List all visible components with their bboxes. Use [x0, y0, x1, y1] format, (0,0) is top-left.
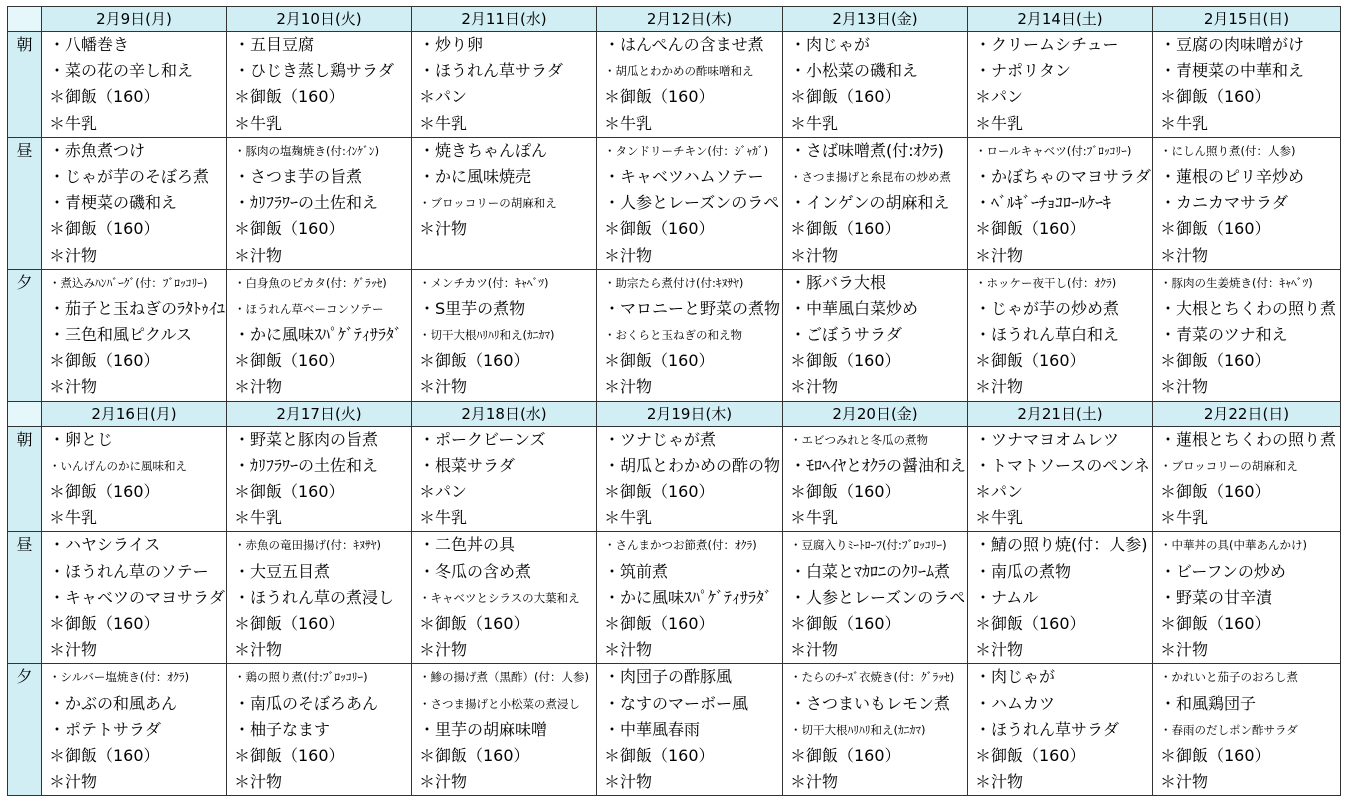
menu-item: ・ほうれん草サラダ	[975, 719, 1119, 739]
menu-item: ・なすのマーボー風	[604, 693, 749, 713]
menu-cell	[968, 137, 1153, 269]
menu-item: ・鯵の揚げ煮（黒酢）(付：人参)	[419, 670, 589, 685]
menu-item: ・かぼちゃのマヨサラダ	[975, 166, 1151, 186]
menu-item: ・ホッケー夜干し(付：ｵｸﾗ)	[975, 275, 1117, 290]
menu-item: ・切干大根ﾊﾘﾊﾘ和え(ｶﾆｶﾏ)	[419, 328, 555, 343]
menu-cell	[412, 532, 597, 664]
menu-cell	[227, 532, 412, 664]
menu-item: ＊御飯（160）	[234, 482, 345, 501]
menu-item: ・じゃが芋のそぼろ煮	[49, 166, 210, 186]
menu-item: ＊御飯（160）	[604, 745, 715, 765]
menu-item: ＊御飯（160）	[234, 87, 345, 107]
menu-item: ＊汁物	[49, 245, 98, 265]
menu-cell	[42, 532, 227, 664]
menu-cell	[227, 269, 412, 401]
menu-cell	[42, 269, 227, 401]
menu-cell	[412, 137, 597, 269]
date-header: 2月16日(月)	[42, 401, 227, 426]
menu-item: ・鶏の照り煮(付:ﾌﾞﾛｯｺﾘｰ)	[234, 670, 368, 685]
menu-cell	[968, 426, 1153, 532]
menu-item: ・タンドリーチキン(付：ｼﾞｬｶﾞ)	[604, 143, 769, 158]
menu-item: ＊御飯（160）	[49, 87, 160, 107]
menu-item: ・豚肉の生姜焼き(付：ｷｬﾍﾞﾂ)	[1160, 275, 1313, 290]
menu-cell	[412, 269, 597, 401]
menu-item: ・焼きちゃんぽん	[419, 140, 548, 160]
menu-item: ・ツナマヨオムレツ	[975, 429, 1120, 449]
menu-item: ＊汁物	[790, 377, 839, 397]
date-header: 2月19日(木)	[597, 401, 783, 426]
menu-item: ＊パン	[975, 482, 1024, 501]
menu-item: ＊御飯（160）	[790, 613, 901, 633]
menu-item: ・豆腐の肉味噌がけ	[1160, 35, 1305, 54]
menu-item: ・中華丼の具(中華あんかけ)	[1160, 538, 1307, 553]
menu-item: ・煮込みﾊﾝﾊﾞｰｸﾞ(付：ﾌﾞﾛｯｺﾘｰ)	[49, 275, 208, 290]
menu-item: ・エビつみれと冬瓜の煮物	[790, 432, 928, 447]
menu-item: ＊汁物	[49, 640, 98, 660]
menu-item: ・にしん照り煮(付：人参)	[1160, 143, 1296, 158]
menu-item: ＊汁物	[790, 640, 839, 660]
menu-cell	[783, 32, 968, 138]
date-header: 2月22日(日)	[1153, 401, 1341, 426]
menu-item: ＊牛乳	[975, 113, 1024, 133]
menu-item: ・S里芋の煮物	[419, 298, 526, 318]
menu-item: ＊牛乳	[790, 113, 839, 133]
menu-cell	[597, 664, 783, 796]
menu-item: ＊牛乳	[1160, 113, 1209, 133]
menu-cell	[412, 32, 597, 138]
menu-item: ・炒り卵	[419, 35, 484, 54]
meal-row	[8, 664, 1341, 796]
menu-item: ＊牛乳	[975, 508, 1024, 528]
meal-row	[8, 269, 1341, 401]
menu-item: ＊汁物	[975, 245, 1024, 265]
menu-item: ＊御飯（160）	[49, 482, 160, 501]
menu-item: ＊汁物	[419, 640, 468, 660]
menu-item: ＊牛乳	[604, 508, 653, 528]
menu-item: ・鯖の照り焼(付：人参)	[975, 535, 1148, 555]
menu-item: ・ほうれん草サラダ	[419, 61, 563, 81]
menu-cell	[227, 32, 412, 138]
menu-item: ・さつま芋の旨煮	[234, 166, 363, 186]
menu-item: ・大豆五目煮	[234, 561, 331, 581]
menu-item: ＊汁物	[604, 640, 653, 660]
menu-cell	[42, 137, 227, 269]
menu-item: ＊汁物	[49, 772, 98, 792]
menu-cell	[968, 664, 1153, 796]
menu-item: ＊汁物	[1160, 772, 1209, 792]
menu-item: ＊汁物	[975, 772, 1024, 792]
menu-item: ・かに風味焼売	[419, 166, 532, 186]
menu-item: ＊御飯（160）	[790, 87, 901, 107]
menu-item: ・肉団子の酢豚風	[604, 667, 733, 687]
menu-item: ＊御飯（160）	[604, 351, 715, 371]
menu-cell	[1153, 532, 1341, 664]
menu-item: ＊汁物	[49, 377, 98, 397]
menu-item: ・蓮根のピリ辛炒め	[1160, 166, 1305, 186]
menu-item: ・マロニーと野菜の煮物	[604, 298, 781, 318]
menu-item: ＊御飯（160）	[975, 219, 1086, 239]
menu-cell	[1153, 32, 1341, 138]
menu-item: ・小松菜の磯和え	[790, 61, 919, 81]
menu-item: ・かに風味ｽﾊﾟｹﾞﾃｨｻﾗﾀﾞ	[604, 587, 773, 607]
menu-item: ＊御飯（160）	[1160, 219, 1271, 239]
date-header: 2月11日(水)	[412, 7, 597, 32]
menu-item: ・ロールキャベツ(付:ﾌﾞﾛｯｺﾘｰ)	[975, 143, 1132, 158]
meal-label: 朝	[8, 426, 42, 532]
menu-item: ・三色和風ピクルス	[49, 325, 193, 345]
menu-item: ＊御飯（160）	[49, 219, 160, 239]
menu-item: ・中華風白菜炒め	[790, 298, 919, 318]
header-corner	[8, 7, 42, 32]
menu-item: ・里芋の胡麻味噌	[419, 719, 548, 739]
menu-item: ・五目豆腐	[234, 35, 315, 54]
menu-item: ・ほうれん草のソテー	[49, 561, 209, 581]
menu-item: ・赤魚の竜田揚げ(付：ｷﾇｻﾔ)	[234, 538, 381, 553]
menu-item: ・肉じゃが	[790, 35, 871, 54]
menu-item: ・シルバー塩焼き(付：ｵｸﾗ)	[49, 670, 190, 685]
menu-item: ・ポークビーンズ	[419, 429, 546, 449]
menu-item: ・ポテトサラダ	[49, 719, 161, 739]
menu-item: ・青菜のツナ和え	[1160, 325, 1288, 345]
menu-item: ・ツナじゃが煮	[604, 429, 717, 449]
menu-item: ＊牛乳	[49, 113, 98, 133]
date-header-row	[8, 7, 1341, 32]
menu-item: ・インゲンの胡麻和え	[790, 193, 950, 213]
date-header: 2月15日(日)	[1153, 7, 1341, 32]
menu-item: ＊御飯（160）	[1160, 482, 1271, 501]
menu-item: ・はんぺんの含ませ煮	[604, 35, 764, 54]
menu-item: ＊御飯（160）	[604, 482, 715, 501]
meal-label: 朝	[8, 32, 42, 138]
menu-item: ＊牛乳	[419, 113, 468, 133]
menu-item: ・さつまいもレモン煮	[790, 693, 951, 713]
menu-cell	[42, 426, 227, 532]
menu-item: ・ごぼうサラダ	[790, 325, 902, 345]
menu-item: ＊御飯（160）	[419, 613, 530, 633]
menu-item: ・じゃが芋の炒め煮	[975, 298, 1120, 318]
menu-item: ＊汁物	[234, 640, 283, 660]
menu-cell	[42, 664, 227, 796]
menu-cell	[968, 32, 1153, 138]
menu-item: ・大根とちくわの照り煮	[1160, 298, 1337, 318]
date-header: 2月17日(火)	[227, 401, 412, 426]
menu-cell	[412, 426, 597, 532]
menu-item: ・さば味噌煮(付:ｵｸﾗ)	[790, 140, 944, 160]
menu-item: ・カニカマサラダ	[1160, 193, 1288, 213]
menu-item: ・ビーフンの炒め	[1160, 561, 1286, 581]
menu-item: ・さつま揚げと糸昆布の炒め煮	[790, 169, 951, 184]
menu-item: ＊汁物	[234, 772, 283, 792]
menu-item: ＊御飯（160）	[790, 219, 901, 239]
menu-item: ＊牛乳	[1160, 508, 1209, 528]
meal-label: 夕	[8, 269, 42, 401]
date-header: 2月21日(土)	[968, 401, 1153, 426]
menu-item: ・ブロッコリーの胡麻和え	[1160, 458, 1298, 473]
menu-item: ＊汁物	[790, 772, 839, 792]
meal-row	[8, 426, 1341, 532]
menu-item: ・二色丼の具	[419, 535, 516, 555]
menu-item: ＊汁物	[234, 245, 283, 265]
menu-cell	[597, 137, 783, 269]
menu-item: ・ハヤシライス	[49, 535, 161, 555]
menu-cell	[227, 137, 412, 269]
menu-item: ・おくらと玉ねぎの和え物	[604, 328, 742, 343]
menu-cell	[597, 269, 783, 401]
menu-item: ・ｶﾘﾌﾗﾜｰの土佐和え	[234, 193, 379, 213]
menu-item: ・茄子と玉ねぎのﾗﾀﾄｩｲﾕ	[49, 298, 226, 318]
menu-cell	[42, 32, 227, 138]
menu-item: ・いんげんのかに風味和え	[49, 458, 187, 473]
menu-item: ・ほうれん草ベーコンソテー	[234, 301, 384, 316]
menu-item: ・たらのﾁｰｽﾞ衣焼き(付：ｸﾞﾗｯｾ)	[790, 670, 955, 685]
menu-item: ＊御飯（160）	[49, 351, 160, 371]
menu-table	[7, 6, 1341, 796]
menu-item: ・キャベツとシラスの大葉和え	[419, 590, 580, 605]
menu-item: ・人参とレーズンのラペ	[790, 587, 966, 607]
menu-cell	[1153, 426, 1341, 532]
menu-item: ＊汁物	[419, 219, 468, 239]
menu-cell	[783, 269, 968, 401]
menu-item: ・春雨のだしポン酢サラダ	[1160, 722, 1298, 737]
menu-item: ＊汁物	[604, 772, 653, 792]
menu-item: ＊パン	[975, 87, 1024, 107]
header-corner	[8, 401, 42, 426]
menu-item: ・ｶﾘﾌﾗﾜｰの土佐和え	[234, 455, 379, 475]
menu-item: ＊御飯（160）	[419, 351, 530, 371]
menu-item: ＊牛乳	[49, 508, 98, 528]
menu-item: ＊御飯（160）	[975, 351, 1086, 371]
menu-item: ・筑前煮	[604, 561, 669, 581]
menu-item: ・肉じゃが	[975, 667, 1056, 687]
menu-item: ・青梗菜の中華和え	[1160, 61, 1305, 81]
menu-item: ＊御飯（160）	[604, 87, 715, 107]
menu-item: ＊汁物	[419, 377, 468, 397]
date-header: 2月12日(木)	[597, 7, 783, 32]
date-header: 2月9日(月)	[42, 7, 227, 32]
menu-item: ＊牛乳	[234, 113, 283, 133]
menu-item: ・南瓜のそぼろあん	[234, 693, 379, 713]
menu-item: ・ブロッコリーの胡麻和え	[419, 196, 557, 211]
menu-item: ・南瓜の煮物	[975, 561, 1072, 581]
menu-item: ＊御飯（160）	[234, 219, 345, 239]
menu-item: ・ﾍﾞﾙｷﾞｰﾁｮｺﾛｰﾙｹｰｷ	[975, 193, 1112, 213]
menu-cell	[597, 532, 783, 664]
menu-item: ・ナポリタン	[975, 61, 1072, 81]
date-header-row	[8, 401, 1341, 426]
meal-label: 昼	[8, 137, 42, 269]
menu-item: ・ナムル	[975, 587, 1039, 607]
menu-item: ・ほうれん草白和え	[975, 325, 1120, 345]
menu-item: ＊汁物	[1160, 377, 1209, 397]
menu-cell	[783, 532, 968, 664]
menu-item: ＊汁物	[975, 377, 1024, 397]
menu-item: ＊御飯（160）	[234, 351, 345, 371]
menu-cell	[1153, 664, 1341, 796]
menu-item: ＊汁物	[1160, 245, 1209, 265]
meal-label: 昼	[8, 532, 42, 664]
menu-item: ＊御飯（160）	[975, 613, 1086, 633]
menu-item: ＊牛乳	[604, 113, 653, 133]
menu-item: ＊パン	[419, 482, 468, 501]
menu-item: ＊御飯（160）	[790, 351, 901, 371]
menu-cell	[227, 426, 412, 532]
menu-item: ・かれいと茄子のおろし煮	[1160, 670, 1298, 685]
menu-item: ＊御飯（160）	[604, 613, 715, 633]
menu-item: ・柚子なます	[234, 719, 331, 739]
date-header: 2月13日(金)	[783, 7, 968, 32]
menu-item: ＊御飯（160）	[1160, 87, 1271, 107]
meal-row	[8, 137, 1341, 269]
menu-item: ・キャベツのマヨサラダ	[49, 587, 225, 607]
menu-item: ＊御飯（160）	[790, 745, 901, 765]
menu-item: ・かぶの和風あん	[49, 693, 178, 713]
menu-cell	[1153, 137, 1341, 269]
menu-item: ・ハムカツ	[975, 693, 1056, 713]
menu-cell	[412, 664, 597, 796]
menu-item: ＊御飯（160）	[49, 613, 160, 633]
menu-item: ・中華風春雨	[604, 719, 701, 739]
menu-cell	[1153, 269, 1341, 401]
menu-item: ＊御飯（160）	[49, 745, 160, 765]
menu-item: ・野菜と豚肉の旨煮	[234, 429, 379, 449]
menu-item: ・根菜サラダ	[419, 455, 515, 475]
menu-item: ・青梗菜の磯和え	[49, 193, 178, 213]
menu-cell	[968, 269, 1153, 401]
menu-cell	[783, 137, 968, 269]
menu-item: ・ﾓﾛﾍｲﾔとｵｸﾗの醤油和え	[790, 455, 967, 475]
menu-cell	[227, 664, 412, 796]
menu-item: ・豆腐入りﾐｰﾄﾛｰﾌ(付:ﾌﾞﾛｯｺﾘｰ)	[790, 538, 947, 553]
menu-item: ・卵とじ	[49, 429, 114, 449]
menu-item: ・ほうれん草の煮浸し	[234, 587, 395, 607]
menu-item: ＊御飯（160）	[234, 745, 345, 765]
menu-item: ＊牛乳	[419, 508, 468, 528]
menu-item: ・かに風味ｽﾊﾟｹﾞﾃｨｻﾗﾀﾞ	[234, 325, 403, 345]
date-header: 2月18日(水)	[412, 401, 597, 426]
menu-item: ・キャベツハムソテー	[604, 166, 764, 186]
menu-cell	[783, 426, 968, 532]
menu-item: ・人参とレーズンのラペ	[604, 193, 780, 213]
menu-item: ＊御飯（160）	[234, 613, 345, 633]
menu-item: ・クリームシチュー	[975, 35, 1119, 54]
menu-cell	[597, 426, 783, 532]
menu-item: ・八幡巻き	[49, 35, 130, 54]
menu-item: ・胡瓜とわかめの酢味噌和え	[604, 64, 754, 79]
menu-item: ＊御飯（160）	[419, 745, 530, 765]
date-header: 2月14日(土)	[968, 7, 1153, 32]
menu-item: ＊御飯（160）	[1160, 745, 1271, 765]
menu-item: ・白身魚のピカタ(付：ｸﾞﾗｯｾ)	[234, 275, 387, 290]
menu-item: ・トマトソースのペンネ	[975, 455, 1150, 475]
date-header: 2月10日(火)	[227, 7, 412, 32]
menu-item: ＊牛乳	[790, 508, 839, 528]
menu-item: ＊汁物	[419, 772, 468, 792]
date-header: 2月20日(金)	[783, 401, 968, 426]
menu-item: ＊汁物	[604, 377, 653, 397]
menu-item: ＊パン	[419, 87, 468, 107]
menu-item: ・冬瓜の含め煮	[419, 561, 532, 581]
menu-item: ・切干大根ﾊﾘﾊﾘ和え(ｶﾆｶﾏ)	[790, 722, 926, 737]
menu-item: ＊汁物	[790, 245, 839, 265]
menu-item: ＊御飯（160）	[604, 219, 715, 239]
menu-item: ＊御飯（160）	[790, 482, 901, 501]
menu-item: ・豚バラ大根	[790, 272, 887, 292]
menu-item: ＊牛乳	[234, 508, 283, 528]
menu-item: ・白菜とﾏｶﾛﾆのｸﾘｰﾑ煮	[790, 561, 951, 581]
menu-item: ・ひじき蒸し鶏サラダ	[234, 61, 394, 81]
menu-item: ・さつま揚げと小松菜の煮浸し	[419, 696, 580, 711]
menu-item: ・胡瓜とわかめの酢の物	[604, 455, 781, 475]
meal-row	[8, 32, 1341, 138]
menu-item: ・さんまかつお節煮(付：ｵｸﾗ)	[604, 538, 757, 553]
menu-item: ・メンチカツ(付：ｷｬﾍﾞﾂ)	[419, 275, 549, 290]
menu-item: ＊汁物	[234, 377, 283, 397]
menu-cell	[968, 532, 1153, 664]
menu-item: ＊汁物	[975, 640, 1024, 660]
menu-item: ・助宗たら煮付け(付:ｷﾇｻﾔ)	[604, 275, 744, 290]
menu-item: ・豚肉の塩麹焼き(付:ｲﾝｹﾞﾝ)	[234, 143, 380, 158]
menu-item: ・和風鶏団子	[1160, 693, 1257, 713]
menu-item: ＊御飯（160）	[1160, 351, 1271, 371]
menu-item: ・赤魚煮つけ	[49, 140, 146, 160]
menu-cell	[597, 32, 783, 138]
menu-item: ＊汁物	[604, 245, 653, 265]
menu-item: ・菜の花の辛し和え	[49, 61, 194, 81]
meal-label: 夕	[8, 664, 42, 796]
meal-row	[8, 532, 1341, 664]
menu-item: ・蓮根とちくわの照り煮	[1160, 429, 1337, 449]
menu-item: ＊御飯（160）	[1160, 613, 1271, 633]
menu-item: ＊御飯（160）	[975, 745, 1086, 765]
menu-item: ・野菜の甘辛漬	[1160, 587, 1273, 607]
menu-cell	[783, 664, 968, 796]
menu-item: ＊汁物	[1160, 640, 1209, 660]
